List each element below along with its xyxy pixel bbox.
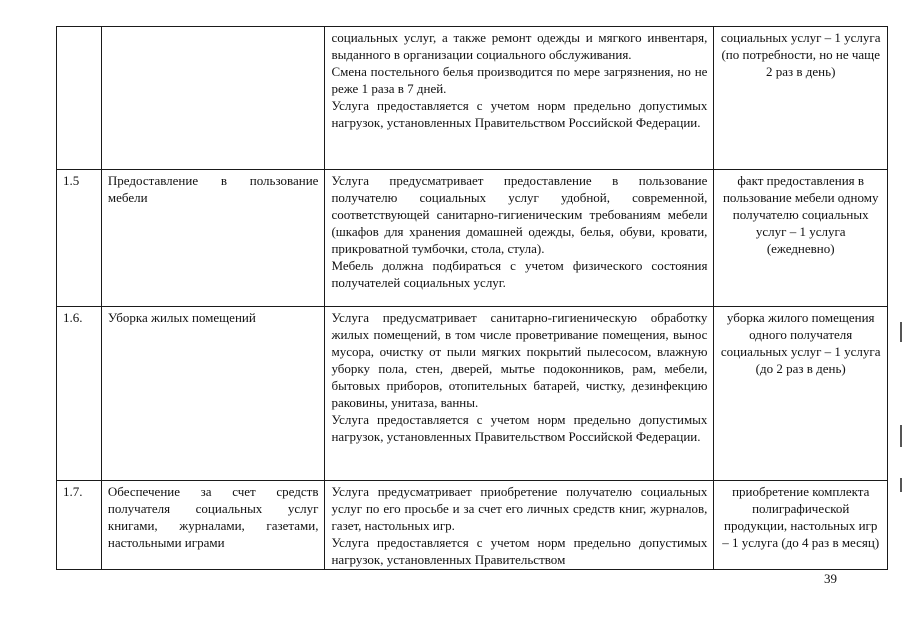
description-paragraph: Услуга предусматривает санитарно-гигиеническую обработку жилых помещений, в том числе проветривание помещения, вынос мусора, очистку от пыли мягких покрытий пылесосом, влажную уборку пола, стен, дверей, мытье подоконников, рам, мебели, бытовых приборов, отопительных батарей, чистку, дезинфекцию раковины, унитаза, ванны.: [331, 310, 708, 410]
description-paragraph: Услуга предоставляется с учетом норм предельно допустимых нагрузок, установленных Правительством Российской Федерации.: [331, 98, 708, 130]
page-number: 39: [824, 571, 837, 586]
table-row: [57, 27, 888, 170]
description-paragraph: Смена постельного белья производится по мере загрязнения, но не реже 1 раза в 7 дней.: [331, 64, 708, 96]
description-paragraph: социальных услуг, а также ремонт одежды и мягкого инвентаря, выданного в организации социального обслуживания.: [331, 30, 708, 62]
description-paragraph: Услуга предоставляется с учетом норм предельно допустимых нагрузок, установленных Правительством: [331, 535, 708, 567]
service-description: [325, 481, 714, 570]
service-volume: социальных услуг – 1 услуга (по потребности, но не чаще 2 раз в день): [714, 27, 888, 170]
row-number: 1.7.: [57, 481, 102, 570]
service-name: Предоставление в пользование мебели: [101, 170, 325, 307]
service-volume: уборка жилого помещения одного получателя социальных услуг – 1 услуга (до 2 раз в день): [714, 307, 888, 481]
row-number: 1.6.: [57, 307, 102, 481]
description-paragraph: Услуга предусматривает приобретение получателю социальных услуг по его просьбе и за счет его личных средств книг, журналов, газет, настольных игр.: [331, 484, 708, 533]
service-description: [325, 307, 714, 481]
scan-mark: [900, 322, 902, 342]
table-row: [57, 307, 888, 481]
scan-mark: [900, 478, 902, 492]
table-row: [57, 170, 888, 307]
service-description: [325, 170, 714, 307]
service-volume: факт предоставления в пользование мебели одному получателю социальных услуг – 1 услуга (ежедневно): [714, 170, 888, 307]
service-name: [101, 27, 325, 170]
row-number: 1.5: [57, 170, 102, 307]
service-name: Уборка жилых помещений: [101, 307, 325, 481]
table-row: [57, 481, 888, 570]
description-paragraph: Услуга предусматривает предоставление в пользование получателю социальных услуг удобной, современной, соответствующей санитарно-гигиеническим требованиям мебели (шкафов для хранения домашней одежды, белья, обуви, кровати, прикроватной тумбочки, стола, стула).: [331, 173, 708, 256]
scan-mark: [900, 425, 902, 447]
row-number: [57, 27, 102, 170]
service-volume: приобретение комплекта полиграфической продукции, настольных игр – 1 услуга (до 4 раз в месяц): [714, 481, 888, 570]
services-table: [56, 26, 888, 570]
service-description: [325, 27, 714, 170]
description-paragraph: Мебель должна подбираться с учетом физического состояния получателей социальных услуг.: [331, 258, 708, 290]
service-name: Обеспечение за счет средств получателя социальных услуг книгами, журналами, газетами, настольными играми: [101, 481, 325, 570]
description-paragraph: Услуга предоставляется с учетом норм предельно допустимых нагрузок, установленных Правительством Российской Федерации.: [331, 412, 708, 444]
